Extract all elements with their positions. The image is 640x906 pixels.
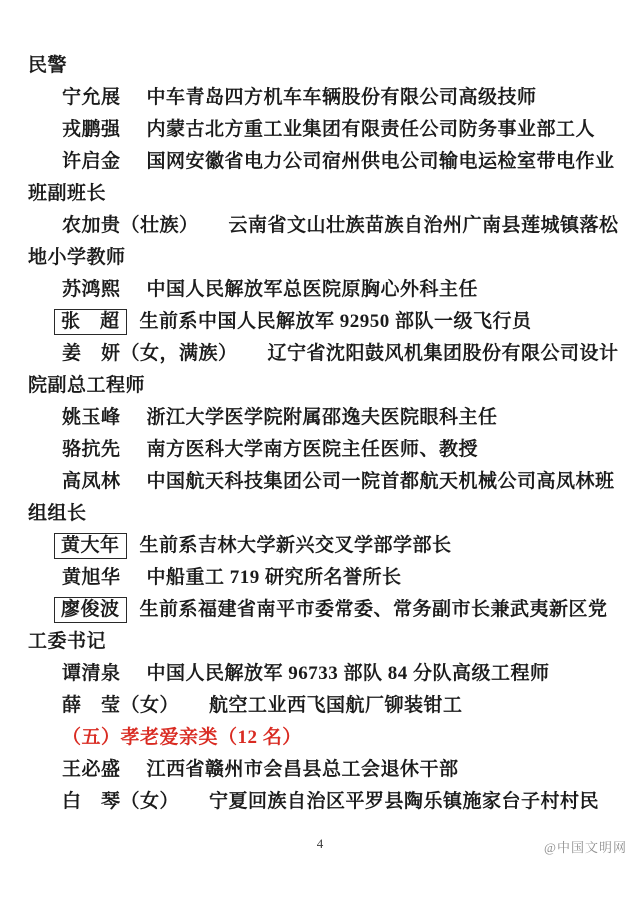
honoree-description: 南方医科大学南方医院主任医师、教授 [146,439,479,460]
honoree-name: 谭清泉 [62,663,121,684]
entry-line [28,338,619,370]
honoree-description: 中国航天科技集团公司一院首都航天机械公司高凤林班 [146,471,615,492]
honoree-description: 云南省文山壮族苗族自治州广南县莲城镇落松 [228,215,619,236]
honoree-description: 浙江大学医学院附属邵逸夫医院眼科主任 [146,407,498,428]
entry-line [28,562,616,594]
entry-line [28,754,616,786]
honoree-description: 江西省赣州市会昌县总工会退休干部 [146,759,459,780]
honoree-name: 宁允展 [62,87,121,108]
honoree-name: 王必盛 [62,759,121,780]
entry-line [28,306,616,338]
continuation-line: 院副总工程师 [28,375,146,396]
honoree-description: 中国人民解放军总医院原胸心外科主任 [146,279,479,300]
honoree-description: 中车青岛四方机车车辆股份有限公司高级技师 [146,87,537,108]
entry-line [28,82,616,114]
honoree-description: 内蒙古北方重工业集团有限责任公司防务事业部工人 [146,119,596,140]
honoree-description: 中国人民解放军 96733 部队 84 分队高级工程师 [146,663,550,684]
entry-line [28,658,616,690]
honoree-description: 生前系吉林大学新兴交叉学部学部长 [139,535,452,556]
honoree-name: 许启金 [62,151,121,172]
entry-line [28,594,616,626]
honoree-description: 生前系福建省南平市委常委、常务副市长兼武夷新区党 [139,599,608,620]
entry-line [28,146,616,178]
continuation-line: 组组长 [28,503,87,524]
honoree-name: 姜 妍（女，满族） [62,343,238,364]
honoree-name: 薛 莹（女） [62,695,180,716]
continuation-line: 地小学教师 [28,247,126,268]
honoree-name: 戎鹏强 [62,119,121,140]
honoree-name: 白 琴（女） [62,791,180,812]
honoree-name: 高凤林 [62,471,121,492]
honoree-name-boxed: 黄大年 [54,533,127,559]
honoree-name: 姚玉峰 [62,407,121,428]
entry-line [28,530,616,562]
honoree-description: 航空工业西飞国航厂铆装钳工 [209,695,463,716]
entry-line [28,434,616,466]
page-number: 4 [316,836,324,851]
watermark: @中国文明网 [544,840,627,855]
honoree-name: 骆抗先 [62,439,121,460]
honoree-description: 生前系中国人民解放军 92950 部队一级飞行员 [139,311,532,332]
section-heading: （五）孝老爱亲类（12 名） [62,727,302,748]
entry-line [28,690,616,722]
entry-line [28,210,619,242]
entry-line [28,786,616,818]
honoree-description: 国网安徽省电力公司宿州供电公司输电运检室带电作业 [146,151,615,172]
continuation-line: 班副班长 [28,183,107,204]
entry-line [28,114,616,146]
entry-line [28,402,616,434]
honoree-name: 黄旭华 [62,567,121,588]
honoree-description: 宁夏回族自治区平罗县陶乐镇施家台子村村民 [209,791,600,812]
page-footer [0,836,640,856]
continuation-line: 工委书记 [28,631,107,652]
honoree-name: 农加贵（壮族） [62,215,199,236]
honoree-description: 中船重工 719 研究所名誉所长 [146,567,402,588]
continuation-line: 民警 [28,55,68,76]
honoree-description: 辽宁省沈阳鼓风机集团股份有限公司设计 [267,343,619,364]
honoree-name-boxed: 张 超 [54,309,127,335]
honoree-name-boxed: 廖俊波 [54,597,127,623]
document-lines [28,50,619,818]
honoree-name: 苏鸿熙 [62,279,121,300]
entry-line [28,466,616,498]
entry-line [28,274,616,306]
